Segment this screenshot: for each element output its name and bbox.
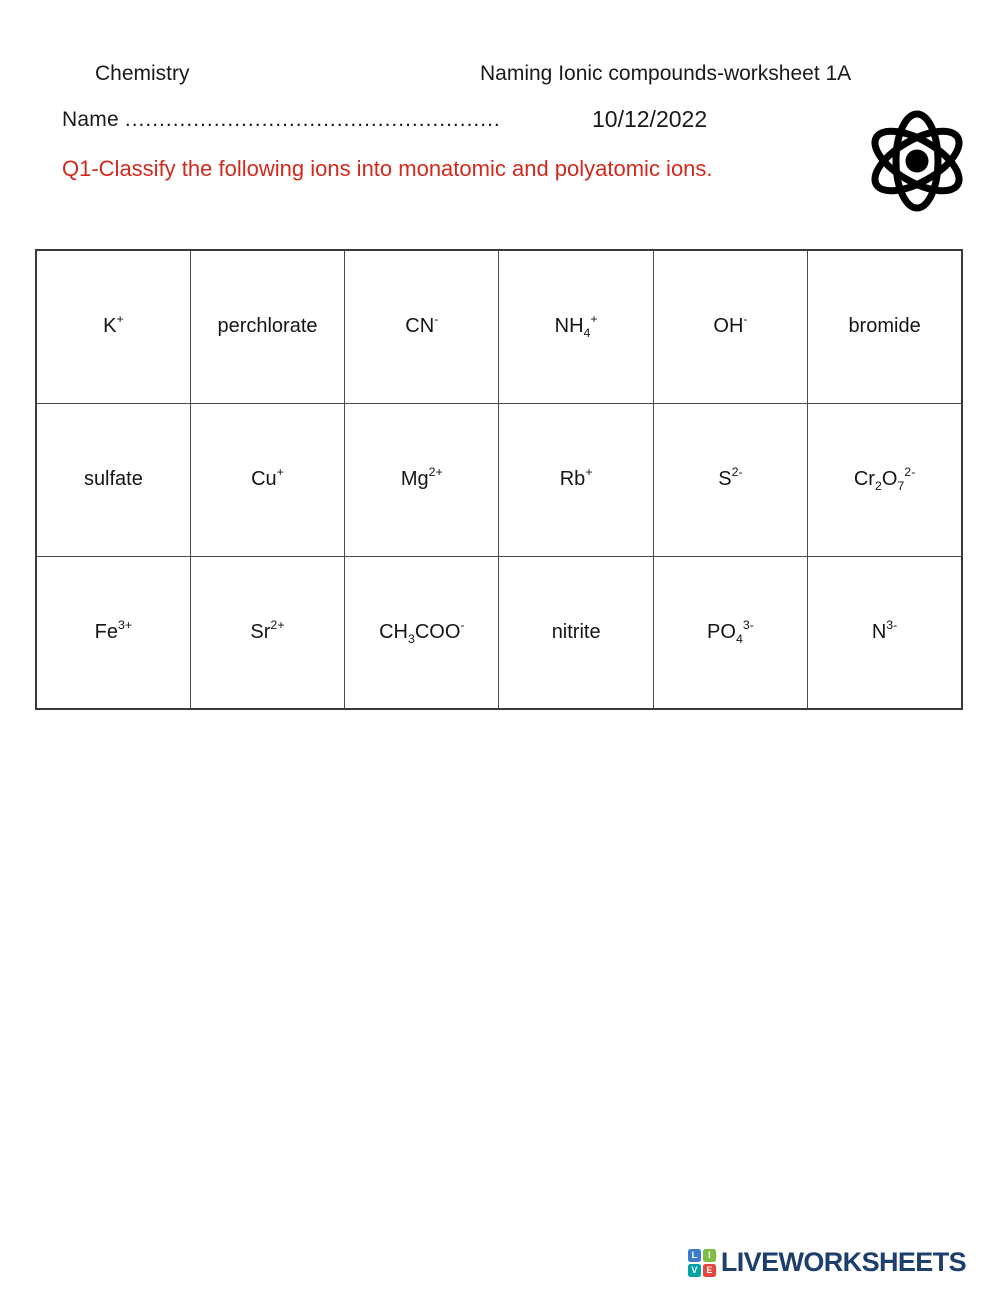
ion-cell — [36, 250, 190, 403]
logo-tile-i: I — [703, 1249, 716, 1262]
ion-label: $PO_4^{3-}$ — [707, 617, 754, 646]
question-text: Q1-Classify the following ions into monatomic and polyatomic ions. — [62, 156, 713, 181]
ion-cell — [653, 250, 807, 403]
ion-label: $CH_3COO^-$ — [379, 617, 465, 646]
name-label: Name — [62, 108, 119, 131]
logo-tile-e: E — [703, 1264, 716, 1277]
ion-cell — [499, 250, 653, 403]
ion-label: $Sr^{2+}$ — [250, 617, 285, 643]
logo-tile-v: V — [688, 1264, 701, 1277]
ion-label: bromide — [848, 315, 921, 338]
ion-label: sulfate — [83, 468, 143, 490]
ion-label: $NH_4^+$ — [554, 312, 598, 341]
name-line — [62, 108, 501, 132]
ions-table — [35, 249, 963, 710]
liveworksheets-logo-icon — [688, 1249, 716, 1277]
ion-cell — [499, 403, 653, 556]
ion-cell — [36, 403, 190, 556]
ion-label: $S^{2-}$ — [718, 465, 743, 490]
ion-cell — [345, 403, 499, 556]
ion-label: CN- — [405, 312, 439, 338]
ion-label: $Fe^{3+}$ — [94, 617, 133, 643]
ion-cell — [190, 250, 344, 403]
ion-cell — [190, 556, 344, 709]
table-row — [36, 556, 962, 709]
ion-cell — [499, 556, 653, 709]
ion-label: Cu+ — [251, 465, 284, 490]
ion-label: OH- — [713, 312, 748, 338]
logo-tile-l: L — [688, 1249, 701, 1262]
date-label: 10/12/2022 — [592, 106, 708, 132]
ion-label: K+ — [103, 312, 124, 338]
ion-cell — [808, 250, 962, 403]
ion-label: $Cr_2O_7^{2-}$ — [853, 465, 916, 493]
ion-cell — [653, 556, 807, 709]
ion-label: perchlorate — [217, 315, 318, 338]
course-label: Chemistry — [95, 62, 190, 85]
atom-icon — [866, 108, 968, 214]
table-row — [36, 250, 962, 403]
worksheet-title: Naming Ionic compounds-worksheet 1A — [480, 62, 852, 85]
table-row — [36, 403, 962, 556]
ion-label: nitrite — [551, 620, 601, 643]
ion-label: $Mg^{2+}$ — [400, 465, 443, 490]
liveworksheets-logo[interactable] — [688, 1247, 966, 1278]
name-blank-dots[interactable]: ....................................................... — [124, 108, 501, 131]
ion-label: Rb+ — [559, 465, 593, 490]
ion-cell — [345, 556, 499, 709]
ion-cell — [36, 556, 190, 709]
ion-cell — [808, 556, 962, 709]
ion-cell — [345, 250, 499, 403]
ion-label: $N^{3-}$ — [871, 617, 898, 643]
ion-cell — [808, 403, 962, 556]
ion-cell — [653, 403, 807, 556]
liveworksheets-wordmark: LIVEWORKSHEETS — [720, 1247, 966, 1277]
ion-cell — [190, 403, 344, 556]
